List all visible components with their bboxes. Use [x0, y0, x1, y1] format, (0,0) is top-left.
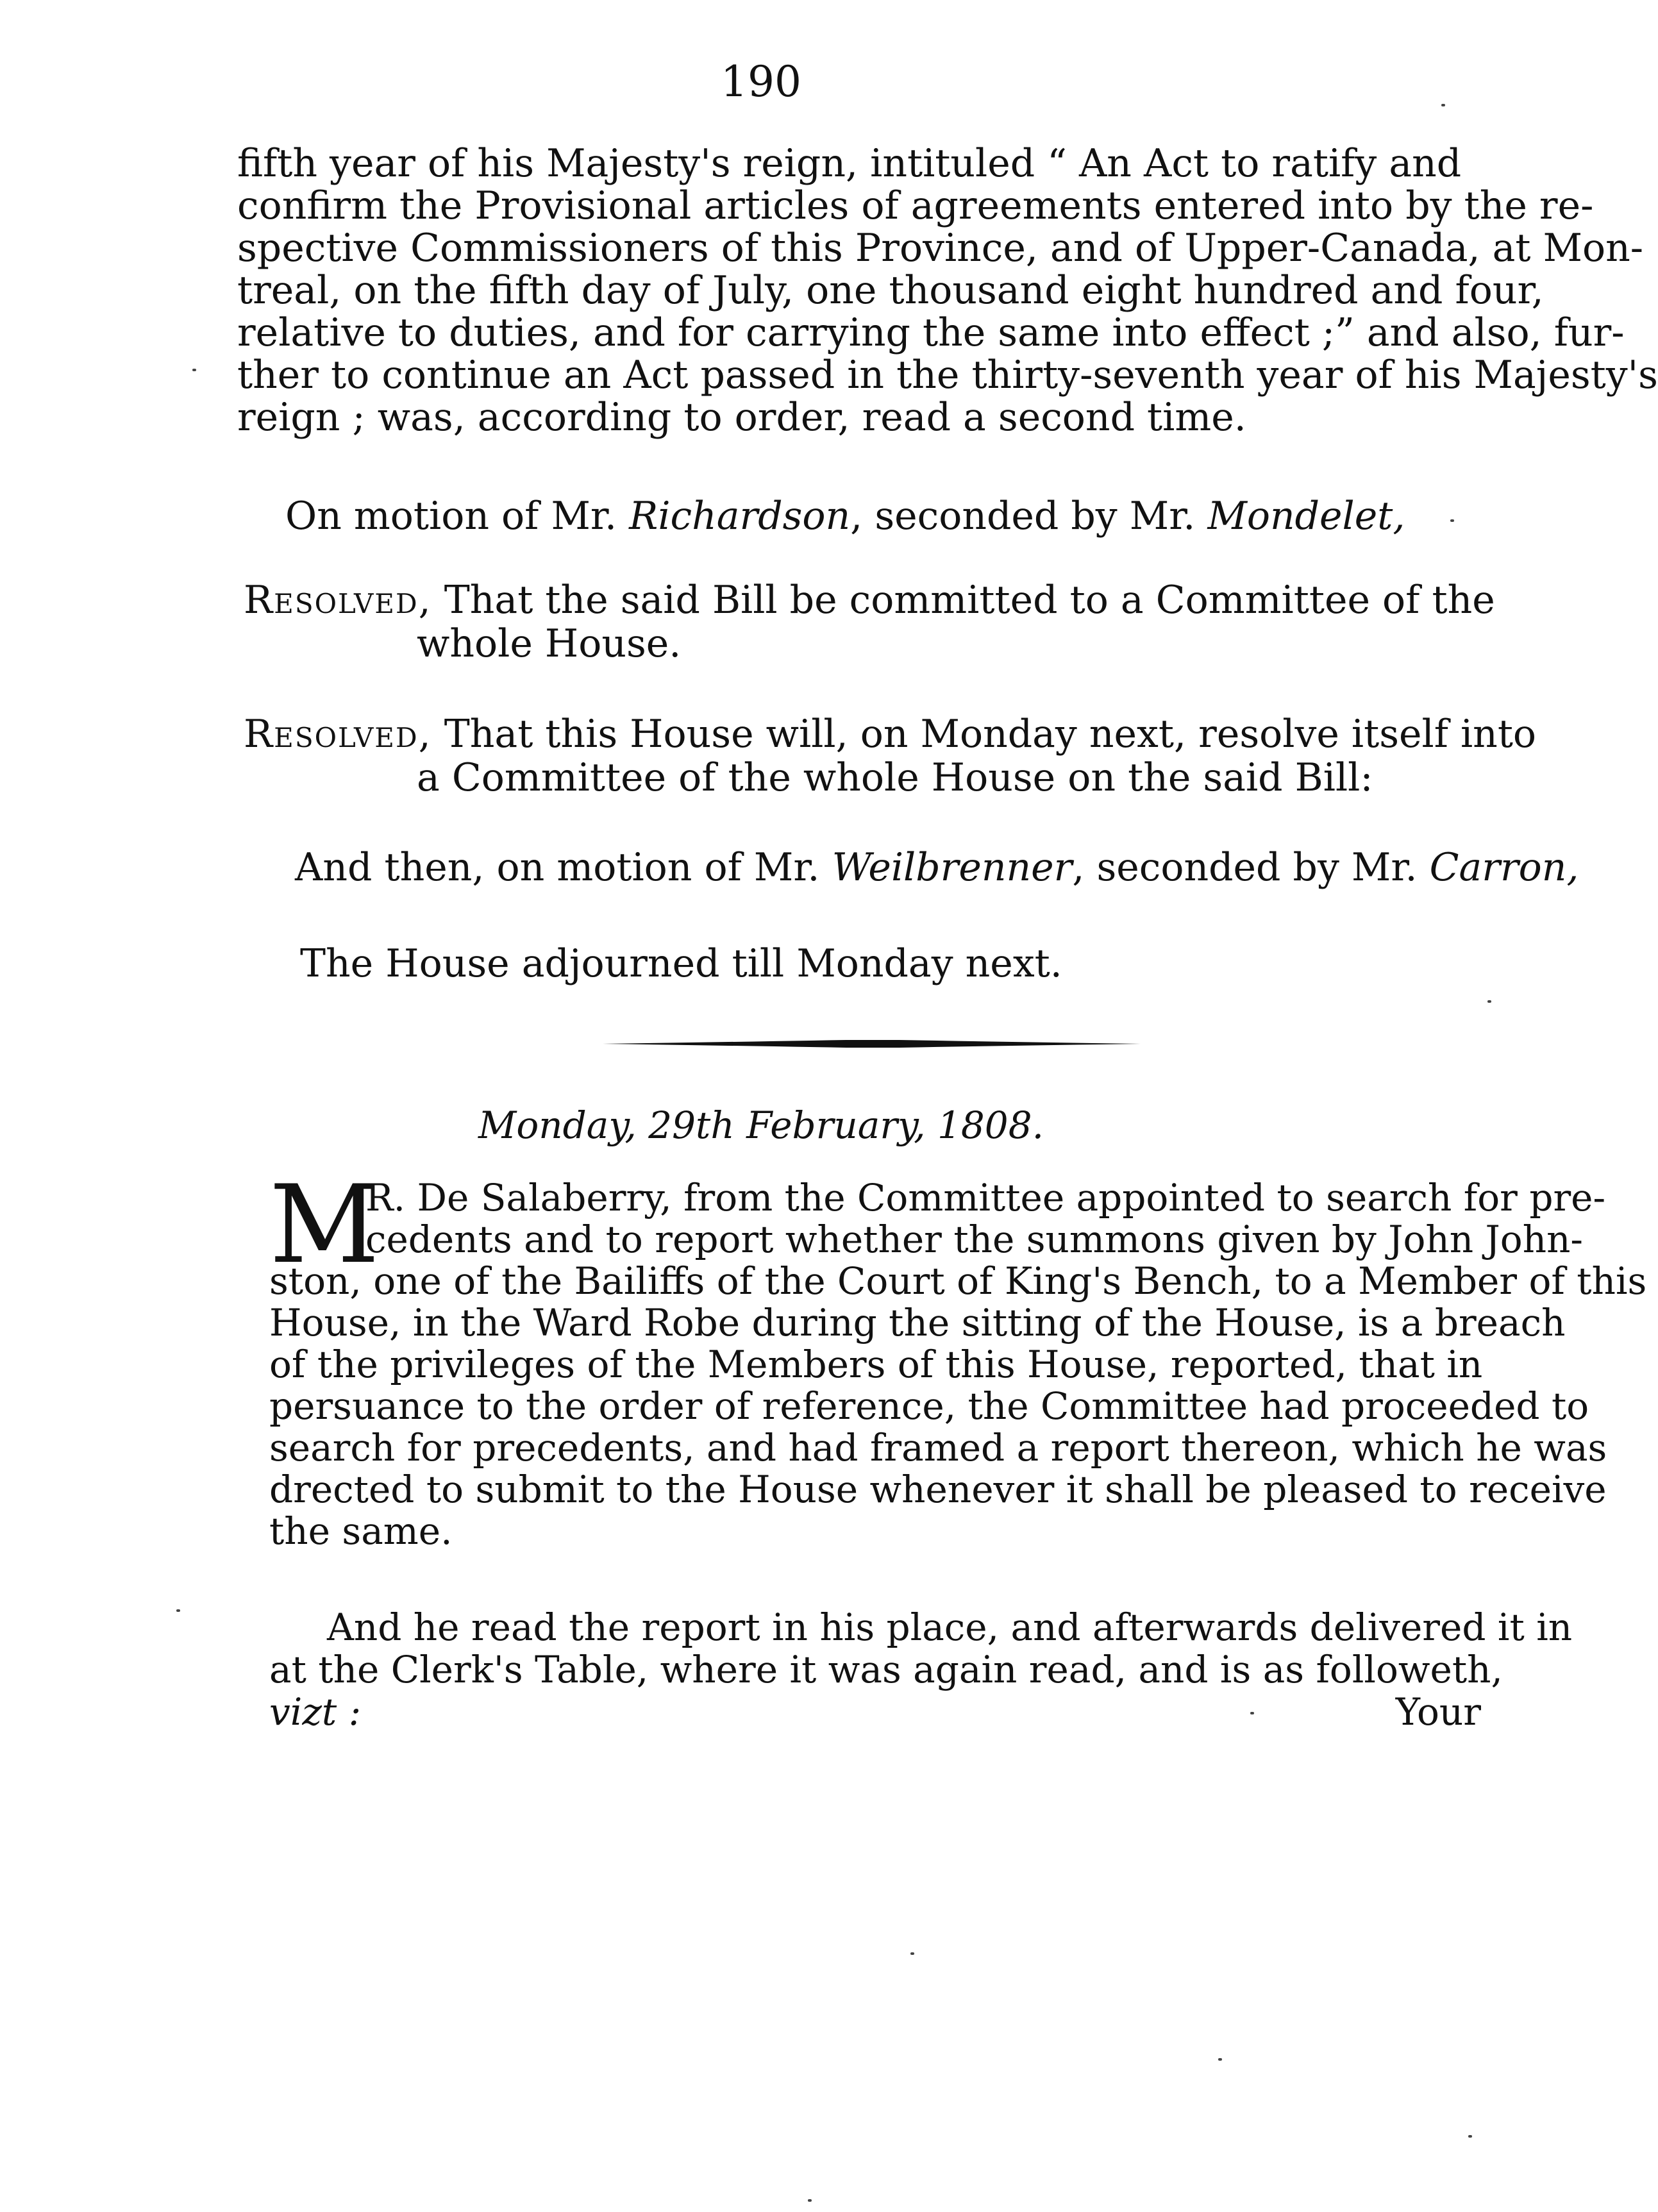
text-line: And he read the report in his place, and afterwards delivered it in — [327, 1605, 1573, 1649]
text-line: drected to submit to the House whenever it shall be pleased to receive — [269, 1468, 1607, 1511]
resolved-label: Resolved, — [244, 712, 432, 757]
scan-speck — [1250, 1712, 1254, 1714]
text-line: R. De Salaberry, from the Committee appointed to search for pre- — [365, 1176, 1606, 1219]
scan-speck — [1468, 2135, 1472, 2138]
resolution-commit-bill — [244, 578, 1495, 666]
text-line: confirm the Provisional articles of agreements entered into by the re- — [237, 183, 1594, 228]
motion-weilbrenner — [295, 845, 1579, 890]
text-line: at the Clerk's Table, where it was again read, and is as followeth, — [269, 1648, 1503, 1691]
text-line: ston, one of the Bailiffs of the Court of King's Bench, to a Member of this — [269, 1259, 1647, 1303]
text-line: relative to duties, and for carrying the same into effect ;” and also, fur- — [237, 310, 1625, 355]
scan-speck — [1218, 2058, 1222, 2061]
motion-prefix: And then, on motion of Mr. — [295, 845, 832, 890]
scan-speck — [808, 2199, 812, 2202]
scan-speck — [1487, 1000, 1491, 1003]
seconder-name: Mondelet, — [1207, 494, 1405, 539]
mover-name: Richardson — [629, 494, 851, 539]
scan-speck — [910, 1952, 914, 1955]
scan-speck — [192, 369, 196, 371]
motion-middle: , seconded by Mr. — [1072, 845, 1430, 890]
resolution-text: That the said Bill be committed to a Committee of the — [431, 578, 1495, 623]
section-divider — [603, 1039, 1143, 1049]
text-line: search for precedents, and had framed a report thereon, which he was — [269, 1426, 1607, 1470]
text-line: treal, on the fifth day of July, one thousand eight hundred and four, — [237, 268, 1544, 313]
adjournment-line: The House adjourned till Monday next. — [300, 941, 1062, 986]
text-line: the same. — [269, 1509, 453, 1553]
text-line: of the privileges of the Members of this House, reported, that in — [269, 1343, 1483, 1386]
paragraph-bill-second-reading — [237, 141, 1658, 440]
motion-prefix: On motion of Mr. — [285, 494, 630, 539]
text-line: ther to continue an Act passed in the thirty-seventh year of his Majesty's — [237, 353, 1658, 398]
scan-speck — [176, 1609, 180, 1612]
resolved-label: Resolved, — [244, 578, 432, 623]
scan-speck — [1450, 519, 1454, 522]
mover-name: Weilbrenner — [832, 845, 1073, 890]
report-delivered-paragraph — [269, 1605, 1573, 1734]
text-line: fifth year of his Majesty's reign, intituled “ An Act to ratify and — [237, 141, 1462, 186]
text-line: reign ; was, according to order, read a second time. — [237, 395, 1246, 440]
text-line: spective Commissioners of this Province, and of Upper-Canada, at Mon- — [237, 226, 1644, 271]
viz-label: vizt : — [269, 1690, 362, 1734]
text-line: House, in the Ward Robe during the sitting of the House, is a breach — [269, 1301, 1566, 1345]
report-paragraph — [269, 1162, 1647, 1553]
text-line: cedents and to report whether the summons given by John John- — [365, 1218, 1584, 1261]
text-line: persuance to the order of reference, the Committee had proceeded to — [269, 1384, 1589, 1428]
drop-cap: M — [269, 1162, 380, 1287]
resolution-continuation: whole House. — [417, 621, 682, 666]
scan-speck — [1441, 104, 1445, 106]
resolution-first-line — [244, 578, 1495, 623]
resolution-text: That this House will, on Monday next, resolve itself into — [431, 712, 1537, 757]
resolution-continuation: a Committee of the whole House on the said Bill: — [417, 755, 1373, 800]
page-number: 190 — [721, 57, 801, 106]
viz-row — [269, 1691, 1481, 1733]
motion-richardson — [285, 494, 1471, 539]
motion-middle: , seconded by Mr. — [850, 494, 1208, 539]
resolution-committee-monday — [244, 712, 1537, 800]
date-heading: Monday, 29th February, 1808. — [478, 1103, 1044, 1147]
resolution-first-line — [244, 712, 1537, 757]
catchword: Your — [1395, 1690, 1481, 1734]
seconder-name: Carron, — [1429, 845, 1579, 890]
